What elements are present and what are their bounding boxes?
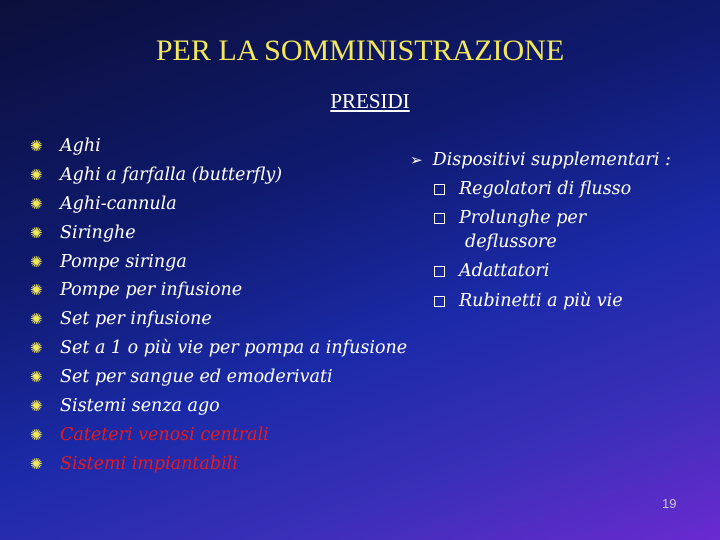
list-item-label: Set per infusione — [60, 309, 212, 330]
flower-bullet-icon: ✺ — [30, 397, 43, 416]
slide-title: PER LA SOMMINISTRAZIONE — [155, 34, 565, 67]
presidi-list — [30, 132, 407, 479]
sub-item — [434, 206, 586, 230]
flower-bullet-icon: ✺ — [30, 425, 43, 444]
sub-item — [434, 259, 549, 283]
square-bullet-icon — [434, 296, 445, 307]
sub-item-label: Prolunghe per — [459, 208, 587, 228]
flower-bullet-icon: ✺ — [30, 454, 43, 473]
list-item-label: Aghi-cannula — [60, 193, 177, 214]
flower-bullet-icon: ✺ — [30, 252, 43, 271]
flower-bullet-icon: ✺ — [30, 194, 43, 213]
sub-item-label: Rubinetti a più vie — [459, 291, 623, 311]
square-bullet-icon — [434, 213, 445, 224]
flower-bullet-icon: ✺ — [30, 223, 43, 242]
flower-bullet-icon: ✺ — [30, 339, 43, 358]
list-item-label: Pompe siringa — [60, 251, 187, 272]
sub-item — [434, 177, 631, 201]
flower-bullet-icon: ✺ — [30, 281, 43, 300]
list-item-label: Sistemi impiantabili — [60, 453, 238, 474]
list-item-label: Pompe per infusione — [60, 280, 243, 301]
flower-bullet-icon: ✺ — [30, 165, 43, 184]
list-item-label: Set per sangue ed emoderivati — [60, 367, 333, 388]
list-item-label: Aghi — [60, 136, 101, 156]
sub-item-label: deflussore — [465, 232, 557, 252]
square-bullet-icon — [434, 184, 445, 195]
list-item-label: Siringhe — [60, 222, 136, 243]
slide-subtitle: PRESIDI — [330, 89, 410, 113]
flower-bullet-icon: ✺ — [30, 137, 43, 155]
sub-item-label: Adattatori — [459, 261, 550, 281]
supplementary-heading-text: Dispositivi supplementari : — [432, 150, 671, 170]
list-item-label: Sistemi senza ago — [60, 396, 220, 417]
list-item-label: Set a 1 o più vie per pompa a infusione — [60, 338, 408, 359]
list-item-highlighted — [30, 421, 407, 450]
list-item — [30, 132, 407, 161]
list-item — [30, 190, 407, 219]
arrow-bullet-icon: ➢ — [410, 151, 423, 169]
list-item-label: Aghi a farfalla (butterfly) — [60, 164, 283, 185]
list-item — [30, 305, 407, 334]
list-item — [30, 276, 407, 305]
flower-bullet-icon: ✺ — [30, 310, 43, 329]
supplementary-heading — [410, 150, 671, 170]
flower-bullet-icon: ✺ — [30, 368, 43, 387]
sub-item-label: Regolatori di flusso — [459, 179, 632, 199]
list-item — [30, 219, 407, 248]
list-item — [30, 363, 407, 392]
sub-item — [434, 289, 623, 313]
list-item — [30, 334, 407, 363]
sub-item-continuation — [465, 230, 557, 254]
list-item — [30, 248, 407, 277]
list-item-highlighted — [30, 450, 407, 479]
page-number: 19 — [662, 496, 677, 511]
list-item — [30, 161, 407, 190]
list-item-label: Cateteri venosi centrali — [60, 424, 269, 445]
list-item — [30, 392, 407, 421]
square-bullet-icon — [434, 266, 445, 277]
